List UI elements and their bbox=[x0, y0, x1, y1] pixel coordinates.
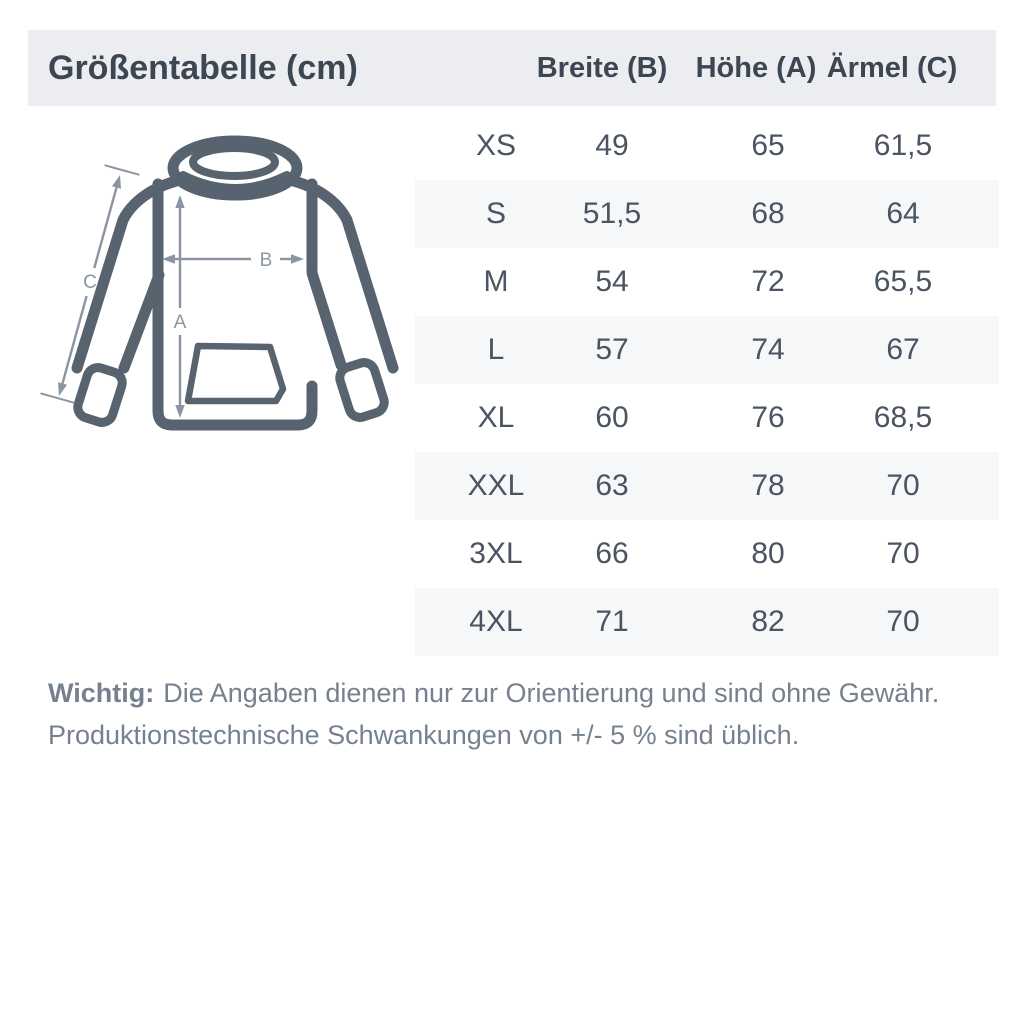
size-label: XXL bbox=[467, 469, 525, 502]
footer-line2: Produktionstechnische Schwankungen von +/- 5 % sind üblich. bbox=[48, 720, 800, 750]
hoodie-measurement-diagram-icon bbox=[40, 118, 420, 458]
aermel-value: 64 bbox=[886, 197, 920, 230]
size-label: XL bbox=[477, 401, 515, 434]
page-title: Größentabelle (cm) bbox=[48, 49, 358, 87]
table-row bbox=[415, 520, 999, 588]
footer-emphasis: Wichtig: bbox=[48, 678, 155, 708]
aermel-value: 65,5 bbox=[873, 265, 933, 298]
width-dimension-label: B bbox=[259, 250, 273, 271]
size-label: XS bbox=[475, 129, 517, 162]
breite-value: 54 bbox=[595, 265, 629, 298]
table-row bbox=[415, 180, 999, 248]
aermel-value: 67 bbox=[886, 333, 920, 366]
size-label: M bbox=[483, 265, 509, 298]
sleeve-dimension-label: C bbox=[83, 272, 97, 293]
breite-value: 49 bbox=[595, 129, 629, 162]
aermel-value: 70 bbox=[886, 605, 920, 638]
column-header-breite: Breite (B) bbox=[536, 52, 668, 84]
height-dimension-label: A bbox=[173, 312, 187, 333]
breite-value: 51,5 bbox=[582, 197, 642, 230]
footer-line1: Die Angaben dienen nur zur Orientierung und sind ohne Gewähr. bbox=[163, 678, 940, 708]
hoehe-value: 78 bbox=[751, 469, 785, 502]
size-label: S bbox=[485, 197, 507, 230]
hoehe-value: 68 bbox=[751, 197, 785, 230]
breite-value: 63 bbox=[595, 469, 629, 502]
aermel-value: 70 bbox=[886, 537, 920, 570]
aermel-value: 70 bbox=[886, 469, 920, 502]
hoehe-value: 80 bbox=[751, 537, 785, 570]
size-label: 3XL bbox=[469, 537, 523, 570]
hoehe-value: 72 bbox=[751, 265, 785, 298]
hoehe-value: 82 bbox=[751, 605, 785, 638]
aermel-value: 68,5 bbox=[873, 401, 933, 434]
size-label: 4XL bbox=[469, 605, 523, 638]
breite-value: 66 bbox=[595, 537, 629, 570]
breite-value: 71 bbox=[595, 605, 629, 638]
size-label: L bbox=[487, 333, 505, 366]
breite-value: 57 bbox=[595, 333, 629, 366]
column-header-hoehe: Höhe (A) bbox=[695, 52, 817, 84]
hoehe-value: 76 bbox=[751, 401, 785, 434]
hoehe-value: 74 bbox=[751, 333, 785, 366]
aermel-value: 61,5 bbox=[873, 129, 933, 162]
column-header-aermel: Ärmel (C) bbox=[826, 52, 958, 84]
footer-note bbox=[48, 672, 958, 756]
table-row bbox=[415, 316, 999, 384]
header-band bbox=[28, 30, 996, 106]
breite-value: 60 bbox=[595, 401, 629, 434]
table-row bbox=[415, 384, 999, 452]
hoehe-value: 65 bbox=[751, 129, 785, 162]
table-row bbox=[415, 588, 999, 656]
table-row bbox=[415, 248, 999, 316]
table-row bbox=[415, 452, 999, 520]
table-row bbox=[415, 112, 999, 180]
